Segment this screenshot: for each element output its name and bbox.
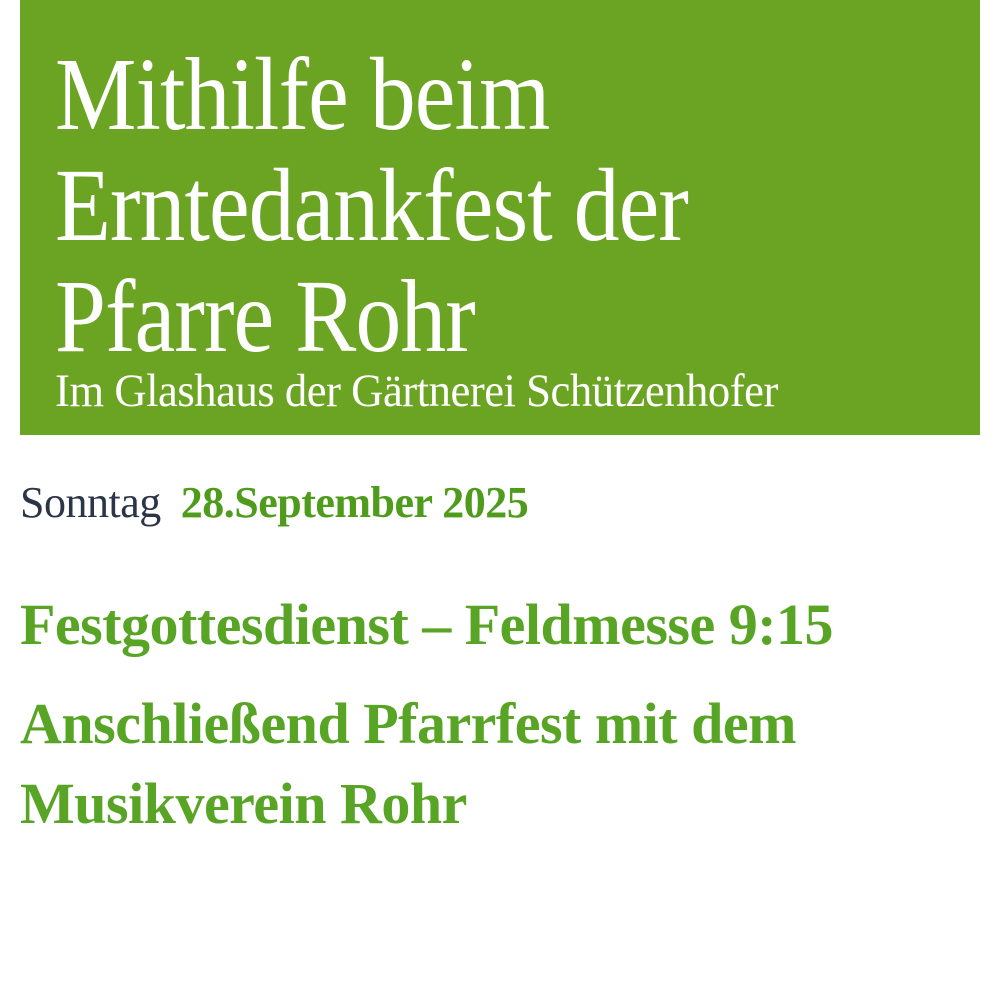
event-title-line-2: Erntedankfest der bbox=[55, 148, 689, 263]
event-date-line bbox=[20, 478, 528, 528]
weekday-label: Sonntag bbox=[20, 478, 161, 527]
event-title-line-1: Mithilfe beim bbox=[55, 37, 550, 152]
service-heading: Festgottesdienst – Feldmesse 9:15 bbox=[20, 592, 834, 657]
event-title-line-3: Pfarre Rohr bbox=[55, 259, 475, 374]
event-title bbox=[55, 39, 688, 372]
afterparty-heading bbox=[20, 684, 796, 844]
afterparty-heading-line-1: Anschließend Pfarrfest mit dem bbox=[20, 691, 796, 756]
event-banner bbox=[20, 0, 980, 435]
afterparty-heading-line-2: Musikverein Rohr bbox=[20, 771, 467, 836]
event-location-subtitle: Im Glashaus der Gärtnerei Schützenhofer bbox=[55, 365, 778, 417]
date-value: 28.September 2025 bbox=[180, 478, 529, 527]
